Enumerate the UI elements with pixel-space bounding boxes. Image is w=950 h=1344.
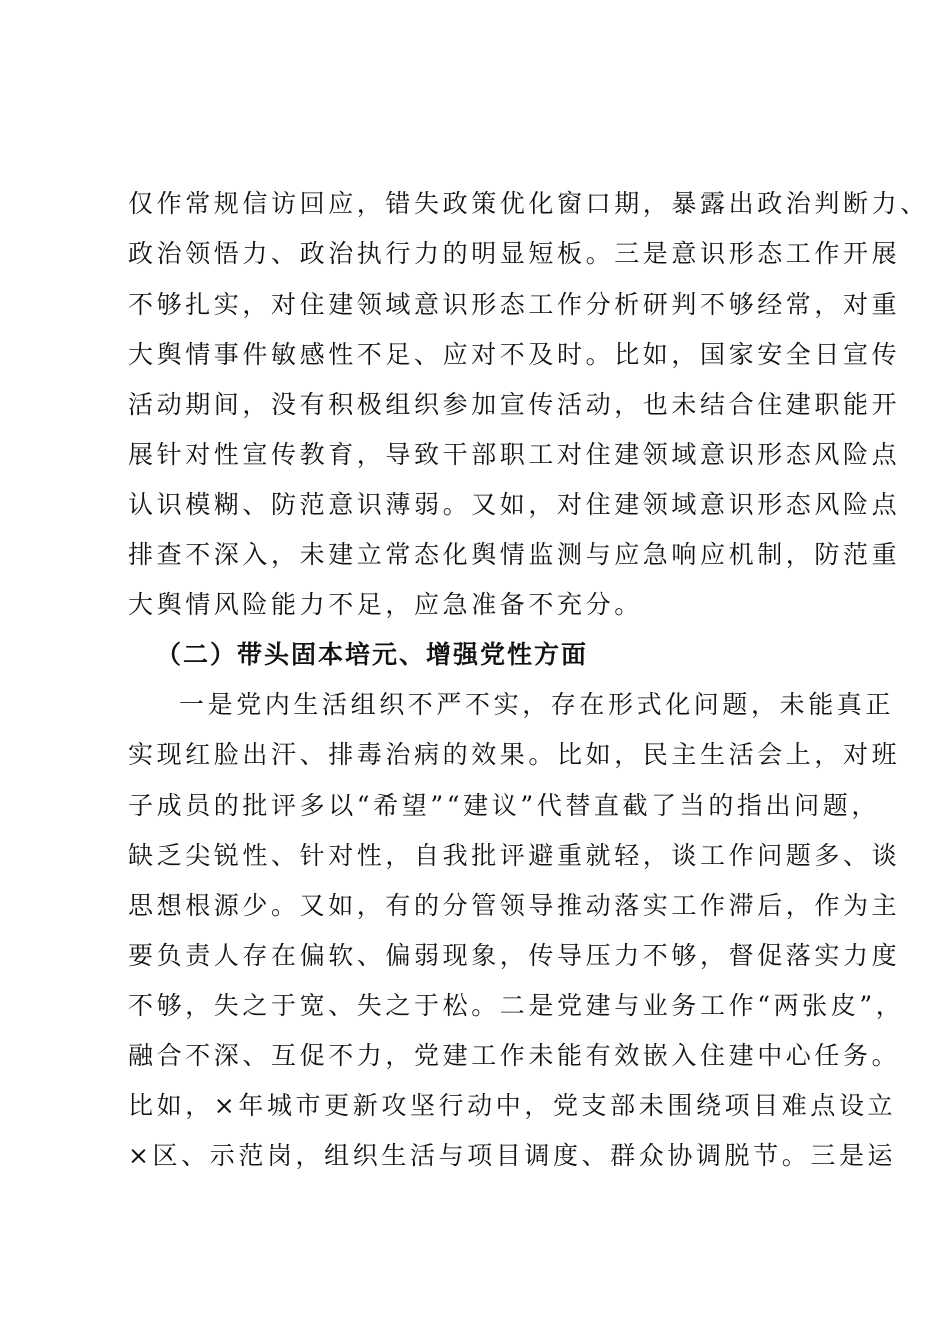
paragraph-line: 排查不深入，未建立常态化舆情监测与应急响应机制，防范重 (128, 540, 901, 569)
paragraph-line: ×区、示范岗，组织生活与项目调度、群众协调脱节。三是运 (128, 1141, 897, 1170)
paragraph-line: 一是党内生活组织不严不实，存在形式化问题，未能真正 (179, 690, 895, 719)
paragraph-line: 思想根源少。又如，有的分管领导推动落实工作滞后，作为主 (128, 891, 901, 920)
paragraph-line: 认识模糊、防范意识薄弱。又如，对住建领域意识形态风险点 (128, 490, 901, 519)
paragraph-line: 比如，×年城市更新攻坚行动中，党支部未围绕项目难点设立 (128, 1091, 897, 1120)
paragraph-line: 大舆情事件敏感性不足、应对不及时。比如，国家安全日宣传 (128, 340, 901, 369)
paragraph-line: 要负责人存在偏软、偏弱现象，传导压力不够，督促落实力度 (128, 941, 901, 970)
paragraph-line: 政治领悟力、政治执行力的明显短板。三是意识形态工作开展 (128, 239, 901, 268)
paragraph-line: 融合不深、互促不力，党建工作未能有效嵌入住建中心任务。 (128, 1041, 901, 1070)
paragraph-line: 缺乏尖锐性、针对性，自我批评避重就轻，谈工作问题多、谈 (128, 841, 901, 870)
paragraph-line: 不够，失之于宽、失之于松。二是党建与业务工作“两张皮”， (128, 991, 905, 1020)
paragraph-line: 活动期间，没有积极组织参加宣传活动，也未结合住建职能开 (128, 390, 901, 419)
paragraph-line: 不够扎实，对住建领域意识形态工作分析研判不够经常，对重 (128, 290, 901, 319)
paragraph-line: 仅作常规信访回应，错失政策优化窗口期，暴露出政治判断力、 (128, 189, 929, 218)
paragraph-line: 展针对性宣传教育，导致干部职工对住建领域意识形态风险点 (128, 440, 901, 469)
section-heading: （二）带头固本培元、增强党性方面 (156, 640, 589, 669)
paragraph-line: 实现红脸出汗、排毒治病的效果。比如，民主生活会上，对班 (128, 740, 901, 769)
paragraph-line: 大舆情风险能力不足，应急准备不充分。 (128, 590, 643, 619)
paragraph-line: 子成员的批评多以“希望”“建议”代替直截了当的指出问题， (128, 791, 880, 820)
